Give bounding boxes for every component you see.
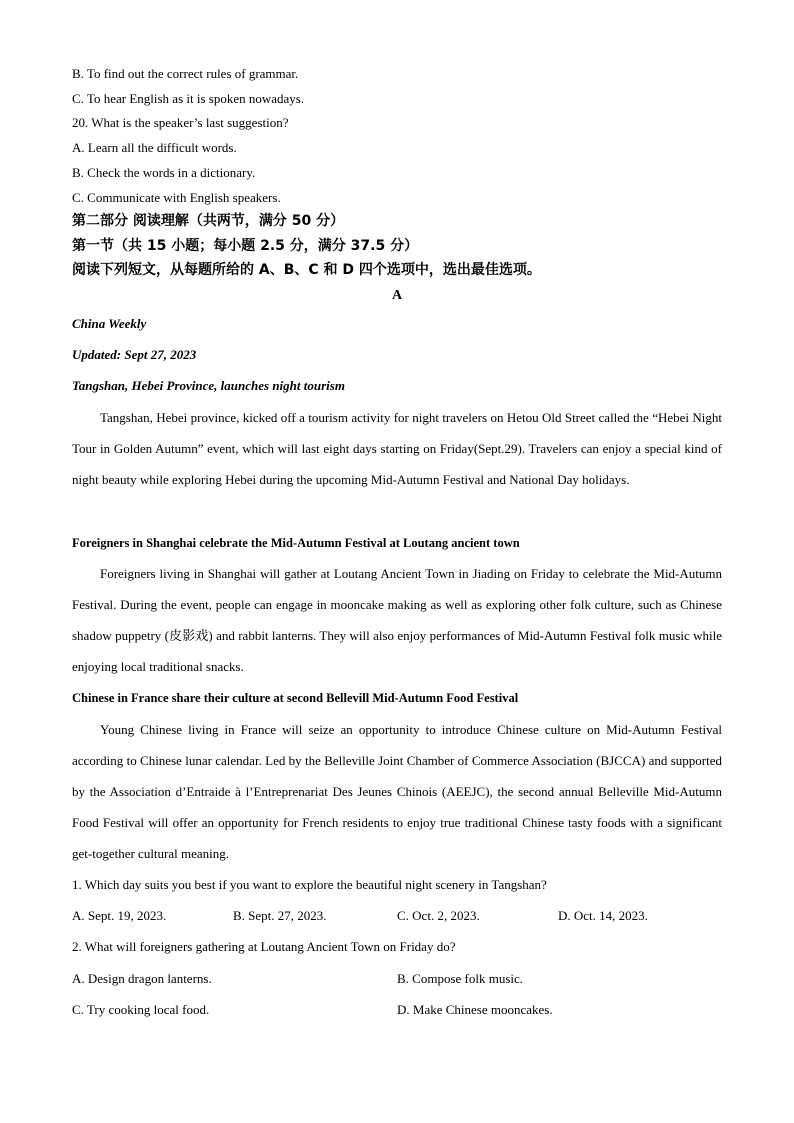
q20-option-b: B. Check the words in a dictionary. — [72, 165, 256, 180]
article-2-title: Foreigners in Shanghai celebrate the Mid-Autumn Festival at Loutang ancient town — [72, 536, 520, 550]
question-2-stem: 2. What will foreigners gathering at Loutang Ancient Town on Friday do? — [72, 939, 456, 954]
question-1-stem: 1. Which day suits you best if you want to explore the beautiful night scenery in Tangshan? — [72, 877, 547, 892]
question-1-option-c: C. Oct. 2, 2023. — [397, 908, 480, 923]
question-1-option-d: D. Oct. 14, 2023. — [558, 908, 648, 923]
question-2-option-b: B. Compose folk music. — [397, 971, 524, 986]
q20-question: 20. What is the speaker’s last suggestion? — [72, 115, 289, 130]
source-title: China Weekly — [72, 316, 147, 331]
updated-date: Updated: Sept 27, 2023 — [72, 347, 197, 362]
section-heading: 第一节（共 15 小题；每小题 2.5 分，满分 37.5 分） — [72, 238, 419, 254]
article-1-body: Tangshan, Hebei province, kicked off a tourism activity for night travelers on Hetou Old Street called the “Hebei Night Tour in Golden Autumn” event, which will last eight days starting on Friday(Sept.29). Travelers can enjoy a special kind of night beauty while exploring Hebei during the upcoming Mid-Autumn Festival and National Day holidays. — [72, 410, 722, 487]
question-2-option-d: D. Make Chinese mooncakes. — [397, 1002, 553, 1017]
question-1-option-b: B. Sept. 27, 2023. — [233, 908, 327, 923]
article-3-title: Chinese in France share their culture at second Bellevill Mid-Autumn Food Festival — [72, 691, 519, 705]
question-1-option-a: A. Sept. 19, 2023. — [72, 908, 167, 923]
q20-option-c: C. Communicate with English speakers. — [72, 190, 281, 205]
question-2-option-a: A. Design dragon lanterns. — [72, 971, 212, 986]
q20-option-a: A. Learn all the difficult words. — [72, 140, 237, 155]
question-2-option-c: C. Try cooking local food. — [72, 1002, 210, 1017]
instruction: 阅读下列短文，从每题所给的 A、B、C 和 D 四个选项中，选出最佳选项。 — [72, 262, 541, 278]
part-heading: 第二部分 阅读理解（共两节，满分 50 分） — [72, 213, 345, 229]
passage-letter: A — [391, 288, 403, 303]
article-1-title: Tangshan, Hebei Province, launches night tourism — [72, 378, 345, 393]
article-2-body: Foreigners living in Shanghai will gather at Loutang Ancient Town in Jiading on Friday to celebrate the Mid-Autumn Festival. During the event, people can engage in mooncake making as well as exploring other folk culture, such as Chinese shadow puppetry (皮影戏) and rabbit lanterns. They will also enjoy performances of Mid-Autumn Festival folk music while enjoying local traditional snacks. — [72, 566, 722, 674]
article-3-body: Young Chinese living in France will seize an opportunity to introduce Chinese culture on Mid-Autumn Festival according to Chinese lunar calendar. Led by the Belleville Joint Chamber of Commerce Association (BJCCA) and supported by the Association d’Entraide à l’Entreprenariat Des Jeunes Chinois (AEEJC), the second annual Belleville Mid-Autumn Food Festival will offer an opportunity for French residents to enjoy true traditional Chinese tasty foods with a significant get-together cultural meaning. — [72, 722, 722, 861]
q19-option-c: C. To hear English as it is spoken nowadays. — [72, 91, 305, 106]
q19-option-b: B. To find out the correct rules of grammar. — [72, 66, 299, 81]
